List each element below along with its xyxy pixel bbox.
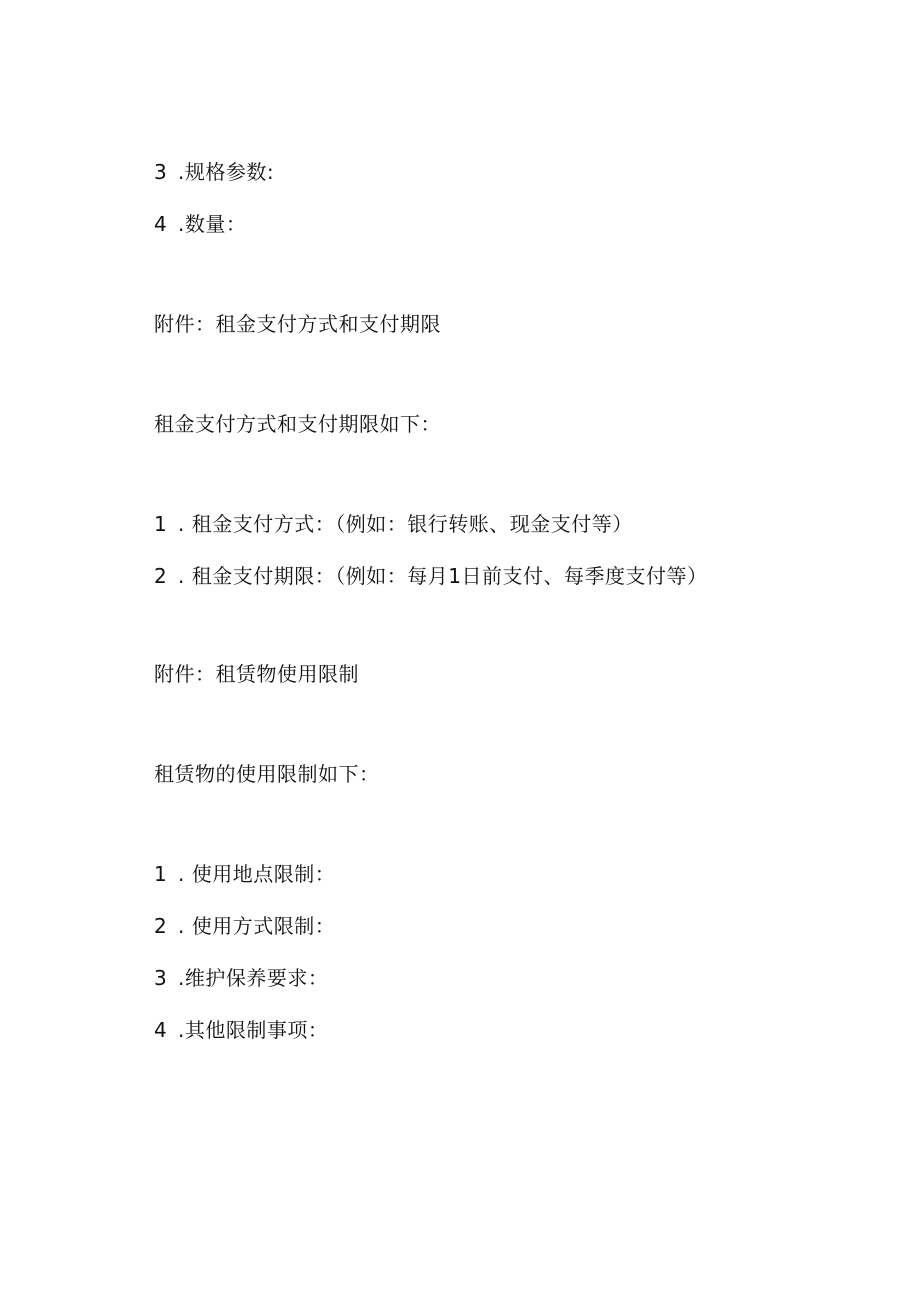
payment-intro-line	[154, 412, 441, 436]
usage-location-line	[154, 862, 335, 886]
item-text: . 租金支付期限：（例如：每月1日前支付、每季度支付等）	[178, 564, 708, 588]
item-number: 3	[154, 966, 168, 990]
item-text: . 使用方式限制：	[178, 914, 336, 938]
item-number: 1	[154, 512, 168, 536]
quantity-line	[154, 212, 246, 236]
item-number: 4	[154, 1018, 168, 1042]
item-text: .维护保养要求：	[178, 966, 329, 990]
item-number: 3	[154, 160, 168, 184]
payment-term-line	[154, 564, 707, 588]
heading-text: 附件：租金支付方式和支付期限	[154, 312, 441, 336]
attachment-heading-usage	[154, 662, 359, 686]
heading-text: 附件：租赁物使用限制	[154, 662, 359, 686]
item-text: . 租金支付方式：（例如：银行转账、现金支付等）	[178, 512, 633, 536]
item-number: 2	[154, 564, 168, 588]
item-text: .其他限制事项：	[178, 1018, 329, 1042]
spec-params-line	[154, 160, 274, 184]
maintenance-line	[154, 966, 328, 990]
usage-method-line	[154, 914, 335, 938]
item-number: 2	[154, 914, 168, 938]
item-text: . 使用地点限制：	[178, 862, 336, 886]
payment-method-line	[154, 512, 633, 536]
item-number: 4	[154, 212, 168, 236]
intro-text: 租金支付方式和支付期限如下：	[154, 412, 441, 436]
usage-intro-line	[154, 762, 380, 786]
item-text: .数量：	[178, 212, 247, 236]
item-text: .规格参数:	[178, 160, 275, 184]
item-number: 1	[154, 862, 168, 886]
intro-text: 租赁物的使用限制如下：	[154, 762, 380, 786]
other-restrictions-line	[154, 1018, 328, 1042]
attachment-heading-payment	[154, 312, 441, 336]
